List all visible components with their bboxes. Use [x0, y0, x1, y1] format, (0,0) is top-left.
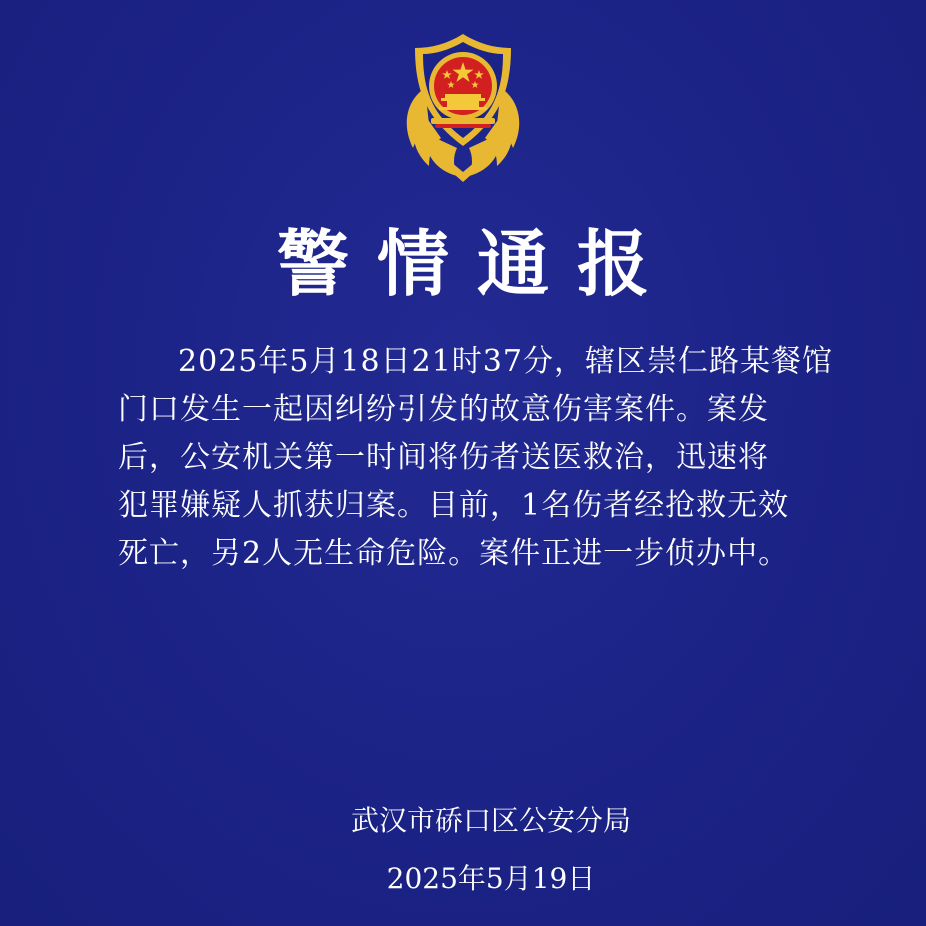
notice-body-line: 门口发生一起因纠纷引发的故意伤害案件。案发 — [118, 392, 769, 427]
notice-body-line: 犯罪嫌疑人抓获归案。目前，1名伤者经抢救无效 — [118, 488, 790, 523]
notice-body — [118, 338, 833, 578]
notice-title: 警情通报 — [276, 222, 677, 306]
notice-body-line: 2025年5月18日21时37分，辖区崇仁路某餐馆 — [178, 344, 833, 379]
notice-body-line: 死亡，另2人无生命危险。案件正进一步侦办中。 — [118, 536, 790, 571]
notice-body-line: 后，公安机关第一时间将伤者送医救治，迅速将 — [118, 440, 769, 475]
issue-date: 2025年5月19日 — [386, 862, 596, 895]
police-emblem-icon — [383, 26, 543, 186]
issuer-name: 武汉市硚口区公安分局 — [350, 804, 631, 837]
